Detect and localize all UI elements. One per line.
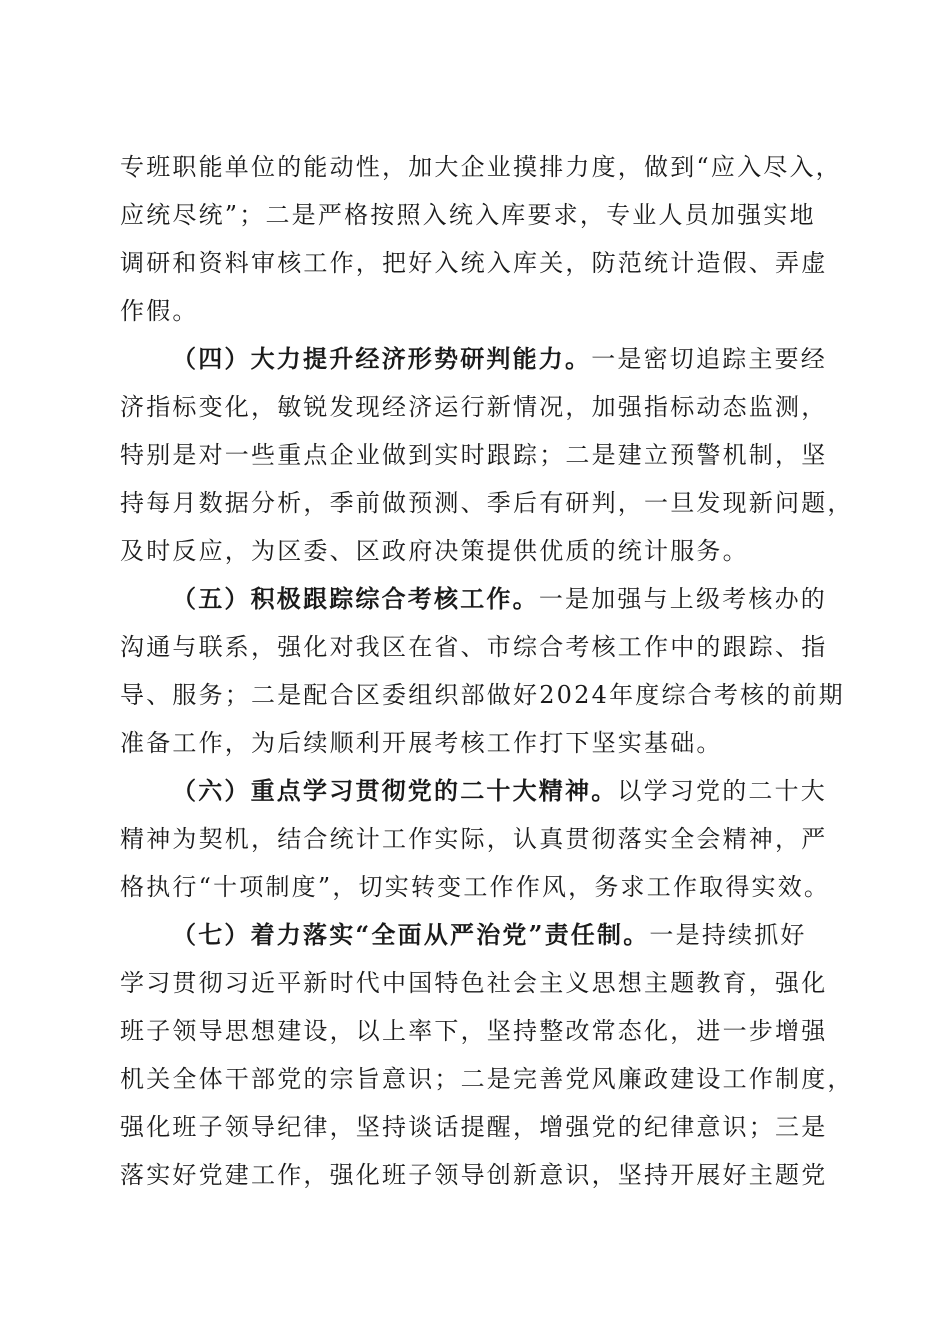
paragraph-section-6	[120, 767, 840, 911]
text-run: 一是密切追踪主要经	[591, 345, 828, 373]
text-line: 调研和资料审核工作，把好入统入库关，防范统计造假、弄虚	[120, 249, 828, 277]
text-line: 机关全体干部党的宗旨意识；二是完善党风廉政建设工作制度，	[120, 1065, 854, 1093]
text-line: 精神为契机，结合统计工作实际，认真贯彻落实全会精神，严	[120, 825, 828, 853]
text-line: 班子领导思想建设，以上率下，坚持整改常态化，进一步增强	[120, 1017, 828, 1045]
text-line: 学习贯彻习近平新时代中国特色社会主义思想主题教育，强化	[120, 969, 828, 997]
text-line: 及时反应，为区委、区政府决策提供优质的统计服务。	[120, 537, 749, 565]
text-run: 一是加强与上级考核办的	[538, 585, 828, 613]
document-body	[120, 143, 854, 1199]
section-heading: （六）重点学习贯彻党的二十大精神。	[172, 776, 618, 805]
text-line: 专班职能单位的能动性，加大企业摸排力度，做到“应入尽入，	[120, 153, 842, 181]
paragraph-section-5	[120, 575, 845, 767]
text-line: 应统尽统”；二是严格按照入统入库要求，专业人员加强实地	[120, 201, 816, 229]
paragraph-section-7	[120, 911, 854, 1199]
section-heading: （四）大力提升经济形势研判能力。	[172, 344, 592, 373]
text-line	[120, 767, 840, 815]
paragraph-section-4	[120, 335, 854, 575]
text-line	[120, 335, 840, 383]
text-run: 以学习党的二十大	[617, 777, 828, 805]
text-line: 沟通与联系，强化对我区在省、市综合考核工作中的跟踪、指	[120, 633, 828, 661]
text-line: 强化班子领导纪律，坚持谈话提醒，增强党的纪律意识；三是	[120, 1113, 828, 1141]
paragraph-continuation	[120, 143, 840, 335]
text-line: 导、服务；二是配合区委组织部做好2024年度综合考核的前期	[120, 681, 845, 709]
text-line: 准备工作，为后续顺利开展考核工作打下坚实基础。	[120, 729, 723, 757]
section-heading: （五）积极跟踪综合考核工作。	[172, 584, 539, 613]
text-line: 特别是对一些重点企业做到实时跟踪；二是建立预警机制，坚	[120, 441, 828, 469]
text-line: 持每月数据分析，季前做预测、季后有研判，一旦发现新问题，	[120, 489, 854, 517]
text-line	[120, 575, 840, 623]
text-line	[120, 911, 840, 959]
text-line: 格执行“十项制度”，切实转变工作作风，务求工作取得实效。	[120, 873, 831, 901]
text-line: 济指标变化，敏锐发现经济运行新情况，加强指标动态监测，	[120, 393, 828, 421]
text-line: 落实好党建工作，强化班子领导创新意识，坚持开展好主题党	[120, 1161, 828, 1189]
text-line: 作假。	[120, 297, 199, 325]
text-run: 一是持续抓好	[649, 921, 807, 949]
section-heading: （七）着力落实“全面从严治党”责任制。	[172, 920, 650, 949]
